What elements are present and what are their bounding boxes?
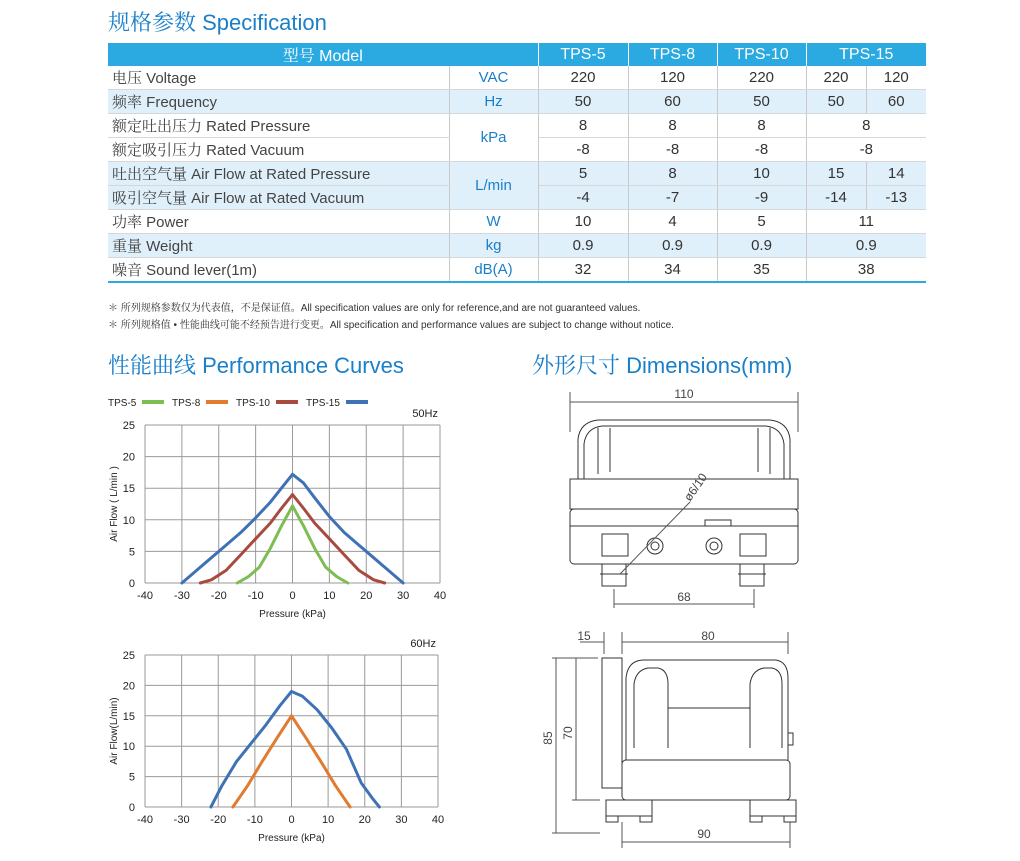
value-cell: 50	[806, 90, 866, 114]
chart-50hz	[100, 390, 460, 630]
value-cell: 38	[806, 258, 926, 283]
model-tps15: TPS-15	[806, 43, 926, 66]
value-cell: 8	[628, 114, 717, 138]
y-axis-label: Air Flow ( L/min )	[109, 466, 120, 542]
value-cell: -14	[806, 186, 866, 210]
y-tick-label: 10	[122, 514, 135, 527]
param-label: 吐出空气量 Air Flow at Rated Pressure	[108, 162, 449, 186]
y-tick-label: 0	[128, 802, 135, 814]
spec-section-title: 规格参数 Specification	[108, 10, 327, 35]
y-tick-label: 20	[122, 451, 135, 464]
value-cell: 50	[717, 90, 806, 114]
value-cell: 5	[717, 210, 806, 234]
value-cell: 220	[538, 66, 628, 90]
dim-port-spacing-label: 68	[677, 590, 691, 604]
x-tick-label: -30	[173, 814, 190, 826]
x-tick-label: 30	[395, 814, 408, 826]
row-rated-pressure	[108, 114, 926, 138]
legend-label: TPS-5	[108, 398, 137, 409]
value-cell: 0.9	[628, 234, 717, 258]
x-tick-label: 20	[360, 590, 373, 602]
dim-height-body-label: 70	[561, 726, 575, 740]
value-cell: 8	[717, 114, 806, 138]
y-tick-label: 10	[122, 741, 135, 754]
spec-note: ＊ 所列规格值 • 性能曲线可能不经预告进行变更。All specification and performance values are subject to change without notice.	[108, 320, 674, 331]
dim-base-label: 90	[697, 827, 711, 841]
dimension-front-view	[540, 384, 820, 624]
unit-cell: dB(A)	[449, 258, 538, 283]
param-label: 额定吐出压力 Rated Pressure	[108, 114, 449, 138]
y-axis-label: Air Flow(L/min)	[109, 697, 120, 765]
x-tick-label: 40	[433, 590, 447, 602]
value-cell: 11	[806, 210, 926, 234]
x-tick-label: -20	[210, 814, 227, 826]
model-tps8: TPS-8	[628, 43, 717, 66]
value-cell: 220	[806, 66, 866, 90]
value-cell: 60	[866, 90, 926, 114]
value-cell: 0.9	[538, 234, 628, 258]
value-cell: 120	[628, 66, 717, 90]
x-tick-label: -40	[137, 590, 153, 602]
value-cell: -7	[628, 186, 717, 210]
value-cell: -13	[866, 186, 926, 210]
value-cell: 50	[538, 90, 628, 114]
y-tick-label: 15	[122, 710, 135, 723]
row-weight	[108, 234, 926, 258]
legend-label: TPS-10	[236, 398, 270, 409]
value-cell: -8	[538, 138, 628, 162]
dim-offset-label: 15	[577, 629, 591, 643]
dimensions-section-title: 外形尺寸 Dimensions(mm)	[532, 353, 793, 378]
x-axis-label: Pressure (kPa)	[258, 833, 325, 844]
y-tick-label: 15	[122, 483, 135, 496]
param-label: 噪音 Sound lever(1m)	[108, 258, 449, 283]
x-tick-label: 10	[322, 814, 335, 826]
value-cell: 0.9	[717, 234, 806, 258]
dim-port-label: ø6/10	[680, 470, 711, 504]
dim-width-top-label: 110	[674, 387, 694, 401]
value-cell: 120	[866, 66, 926, 90]
x-tick-label: -30	[173, 590, 190, 602]
x-tick-label: -20	[210, 590, 227, 602]
legend-label: TPS-8	[172, 398, 201, 409]
unit-cell: Hz	[449, 90, 538, 114]
spec-note: ＊ 所列规格参数仅为代表值，不是保证值。All specification values are only for reference,and are not guaranteed values.	[108, 303, 641, 314]
param-label: 频率 Frequency	[108, 90, 449, 114]
value-cell: 220	[717, 66, 806, 90]
value-cell: 10	[538, 210, 628, 234]
performance-section-title: 性能曲线 Performance Curves	[108, 353, 404, 378]
value-cell: 32	[538, 258, 628, 283]
unit-cell: kPa	[449, 114, 538, 162]
value-cell: -4	[538, 186, 628, 210]
unit-cell: L/min	[449, 162, 538, 210]
row-frequency	[108, 90, 926, 114]
value-cell: -9	[717, 186, 806, 210]
dim-height-total-label: 85	[541, 731, 555, 745]
value-cell: 8	[538, 114, 628, 138]
unit-cell: VAC	[449, 66, 538, 90]
x-tick-label: 0	[288, 814, 295, 826]
param-label: 电压 Voltage	[108, 66, 449, 90]
dimension-side-view	[540, 628, 820, 858]
series-line-tps-15	[211, 692, 380, 808]
value-cell: -8	[806, 138, 926, 162]
y-tick-label: 5	[128, 771, 135, 784]
param-label: 额定吸引压力 Rated Vacuum	[108, 138, 449, 162]
value-cell: 34	[628, 258, 717, 283]
value-cell: -8	[628, 138, 717, 162]
y-tick-label: 25	[122, 650, 135, 662]
value-cell: 14	[866, 162, 926, 186]
y-tick-label: 25	[122, 420, 135, 432]
param-label: 吸引空气量 Air Flow at Rated Vacuum	[108, 186, 449, 210]
x-tick-label: -40	[137, 814, 153, 826]
row-voltage	[108, 66, 926, 90]
value-cell: 4	[628, 210, 717, 234]
unit-cell: kg	[449, 234, 538, 258]
chart-60hz	[100, 630, 460, 858]
x-tick-label: 10	[323, 590, 336, 602]
x-tick-label: 0	[289, 590, 296, 602]
legend-label: TPS-15	[306, 398, 340, 409]
value-cell: 8	[806, 114, 926, 138]
x-tick-label: -10	[246, 814, 263, 826]
y-tick-label: 5	[128, 546, 135, 559]
x-tick-label: 20	[358, 814, 371, 826]
row-air-flow-pressure	[108, 162, 926, 186]
value-cell: 8	[628, 162, 717, 186]
x-tick-label: 40	[431, 814, 445, 826]
x-tick-label: 30	[397, 590, 410, 602]
y-tick-label: 20	[122, 680, 135, 693]
row-power	[108, 210, 926, 234]
value-cell: 60	[628, 90, 717, 114]
x-axis-label: Pressure (kPa)	[259, 609, 326, 620]
value-cell: 10	[717, 162, 806, 186]
param-label: 功率 Power	[108, 210, 449, 234]
spec-table	[108, 43, 926, 283]
spec-header-row	[108, 43, 926, 66]
chart-title: 60Hz	[410, 638, 436, 650]
model-tps5: TPS-5	[538, 43, 628, 66]
value-cell: 0.9	[806, 234, 926, 258]
model-header: 型号 Model	[108, 43, 538, 66]
y-tick-label: 0	[128, 578, 135, 590]
x-tick-label: -10	[247, 590, 264, 602]
model-tps10: TPS-10	[717, 43, 806, 66]
unit-cell: W	[449, 210, 538, 234]
dim-width-side-label: 80	[701, 629, 715, 643]
row-sound	[108, 258, 926, 283]
value-cell: 5	[538, 162, 628, 186]
value-cell: -8	[717, 138, 806, 162]
value-cell: 15	[806, 162, 866, 186]
value-cell: 35	[717, 258, 806, 283]
chart-title: 50Hz	[412, 408, 438, 420]
param-label: 重量 Weight	[108, 234, 449, 258]
